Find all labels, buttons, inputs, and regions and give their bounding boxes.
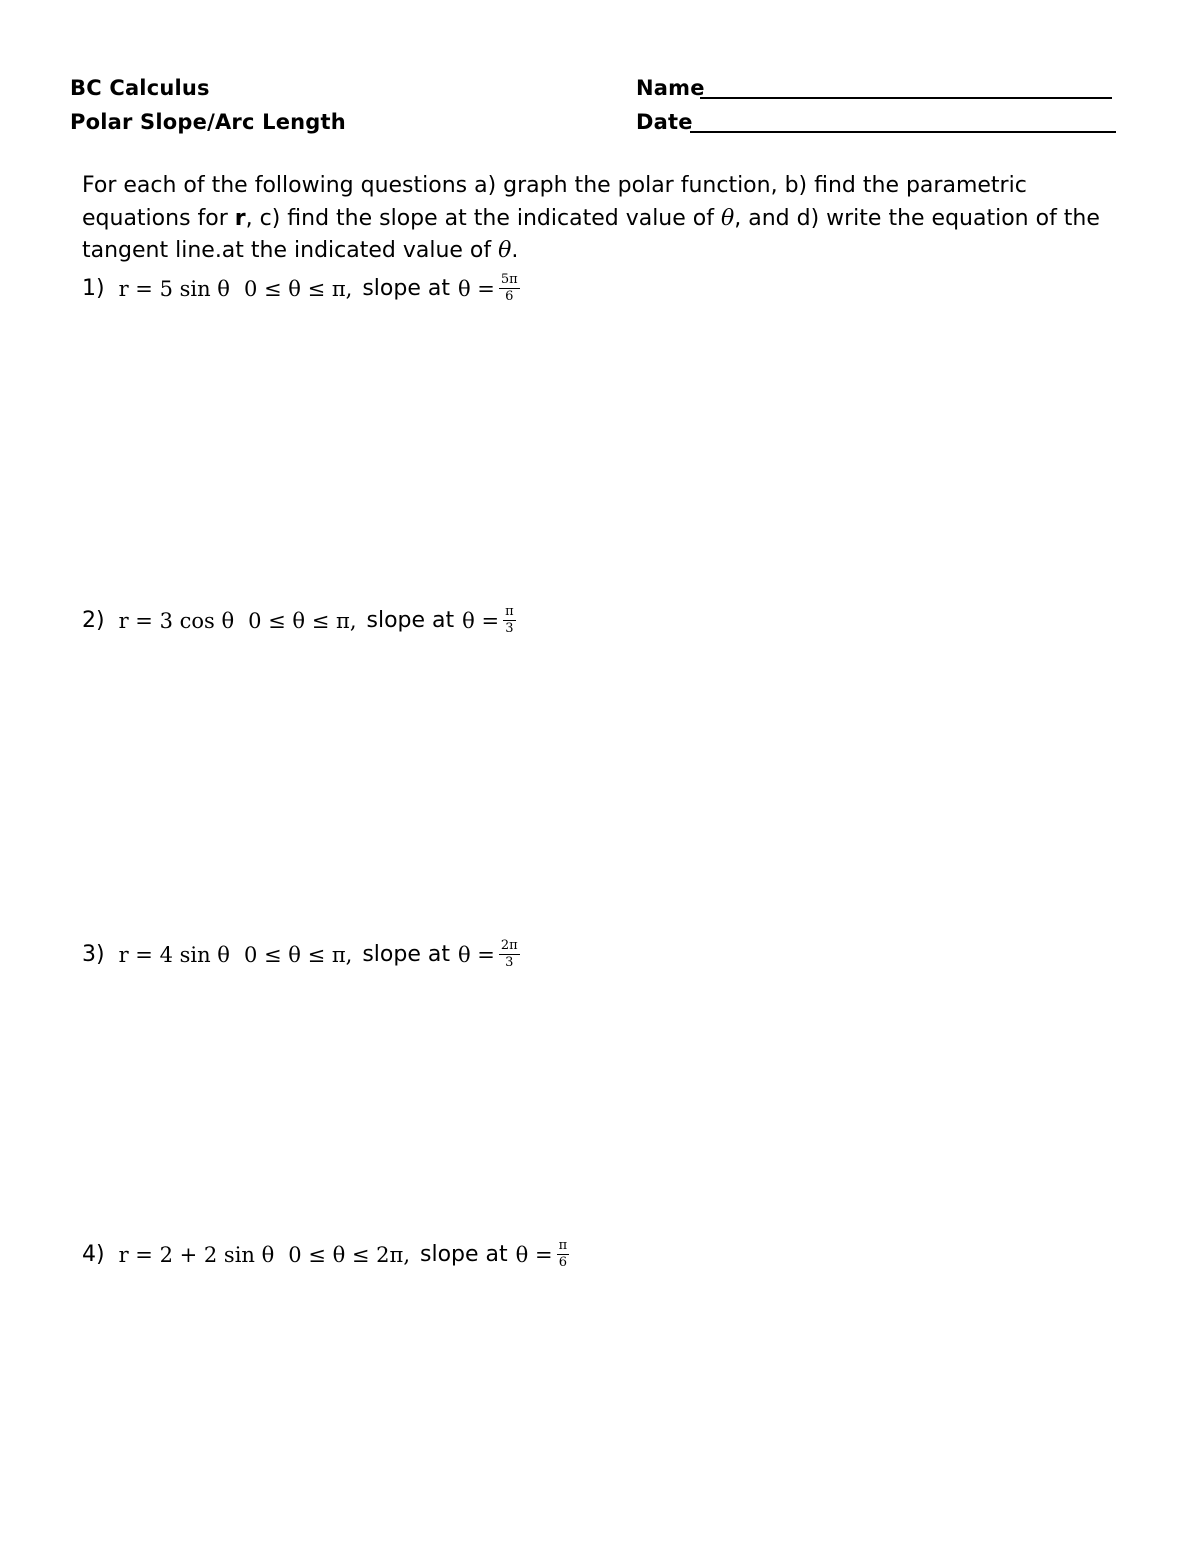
course-title: BC Calculus bbox=[70, 76, 210, 100]
problem-number: 4) bbox=[82, 1242, 105, 1267]
problem-equation: r = 5 sin θ bbox=[118, 276, 230, 301]
fraction-numerator: π bbox=[558, 1238, 568, 1253]
fraction-denominator: 3 bbox=[505, 621, 514, 636]
fraction-denominator: 3 bbox=[505, 955, 514, 970]
problem-domain: 0 ≤ θ ≤ 2π, bbox=[288, 1242, 410, 1267]
instructions-text-2: , c) find the slope at the indicated value of bbox=[245, 205, 721, 231]
instructions-theta-2: θ bbox=[498, 238, 512, 263]
problem-equation: r = 4 sin θ bbox=[118, 942, 230, 967]
slope-label: slope at bbox=[362, 942, 450, 967]
fraction-denominator: 6 bbox=[505, 289, 514, 304]
name-blank-line[interactable] bbox=[700, 97, 1112, 99]
fraction-numerator: 2π bbox=[500, 938, 518, 953]
problem-1 bbox=[82, 273, 520, 304]
theta-equals: θ = bbox=[457, 276, 495, 301]
problem-4 bbox=[82, 1239, 569, 1270]
fraction-numerator: 5π bbox=[500, 272, 518, 287]
instructions-text-3: , and d) write the equation of the tangent line.at the indicated value of bbox=[82, 205, 1100, 263]
problem-domain: 0 ≤ θ ≤ π, bbox=[248, 608, 357, 633]
theta-fraction bbox=[499, 273, 520, 304]
date-blank-line[interactable] bbox=[690, 131, 1116, 133]
instructions-text-4: . bbox=[511, 238, 519, 263]
slope-label: slope at bbox=[362, 276, 450, 301]
instructions-r-bold: r bbox=[234, 205, 246, 231]
problem-domain: 0 ≤ θ ≤ π, bbox=[243, 942, 353, 967]
instructions bbox=[82, 170, 1122, 268]
name-label: Name bbox=[636, 76, 705, 100]
theta-fraction bbox=[503, 605, 516, 636]
fraction-numerator: π bbox=[505, 604, 514, 619]
problem-number: 1) bbox=[82, 276, 105, 301]
theta-fraction bbox=[557, 1239, 570, 1270]
theta-equals: θ = bbox=[515, 1242, 553, 1267]
problem-equation: r = 2 + 2 sin θ bbox=[118, 1242, 275, 1267]
theta-equals: θ = bbox=[457, 942, 495, 967]
problem-3 bbox=[82, 939, 520, 970]
problem-equation: r = 3 cos θ bbox=[118, 608, 235, 633]
problem-number: 2) bbox=[82, 608, 105, 633]
problem-number: 3) bbox=[82, 942, 105, 967]
theta-fraction bbox=[499, 939, 520, 970]
problem-2 bbox=[82, 605, 516, 636]
theta-equals: θ = bbox=[462, 608, 500, 633]
fraction-denominator: 6 bbox=[558, 1255, 567, 1270]
problem-domain: 0 ≤ θ ≤ π, bbox=[243, 276, 353, 301]
worksheet-topic: Polar Slope/Arc Length bbox=[70, 110, 346, 134]
slope-label: slope at bbox=[420, 1242, 508, 1267]
slope-label: slope at bbox=[366, 608, 455, 633]
instructions-theta-1: θ bbox=[720, 205, 735, 231]
instructions-text-1: For each of the following questions a) graph the polar function, b) find the parametric equations for bbox=[82, 173, 1027, 231]
date-label: Date bbox=[636, 110, 693, 134]
